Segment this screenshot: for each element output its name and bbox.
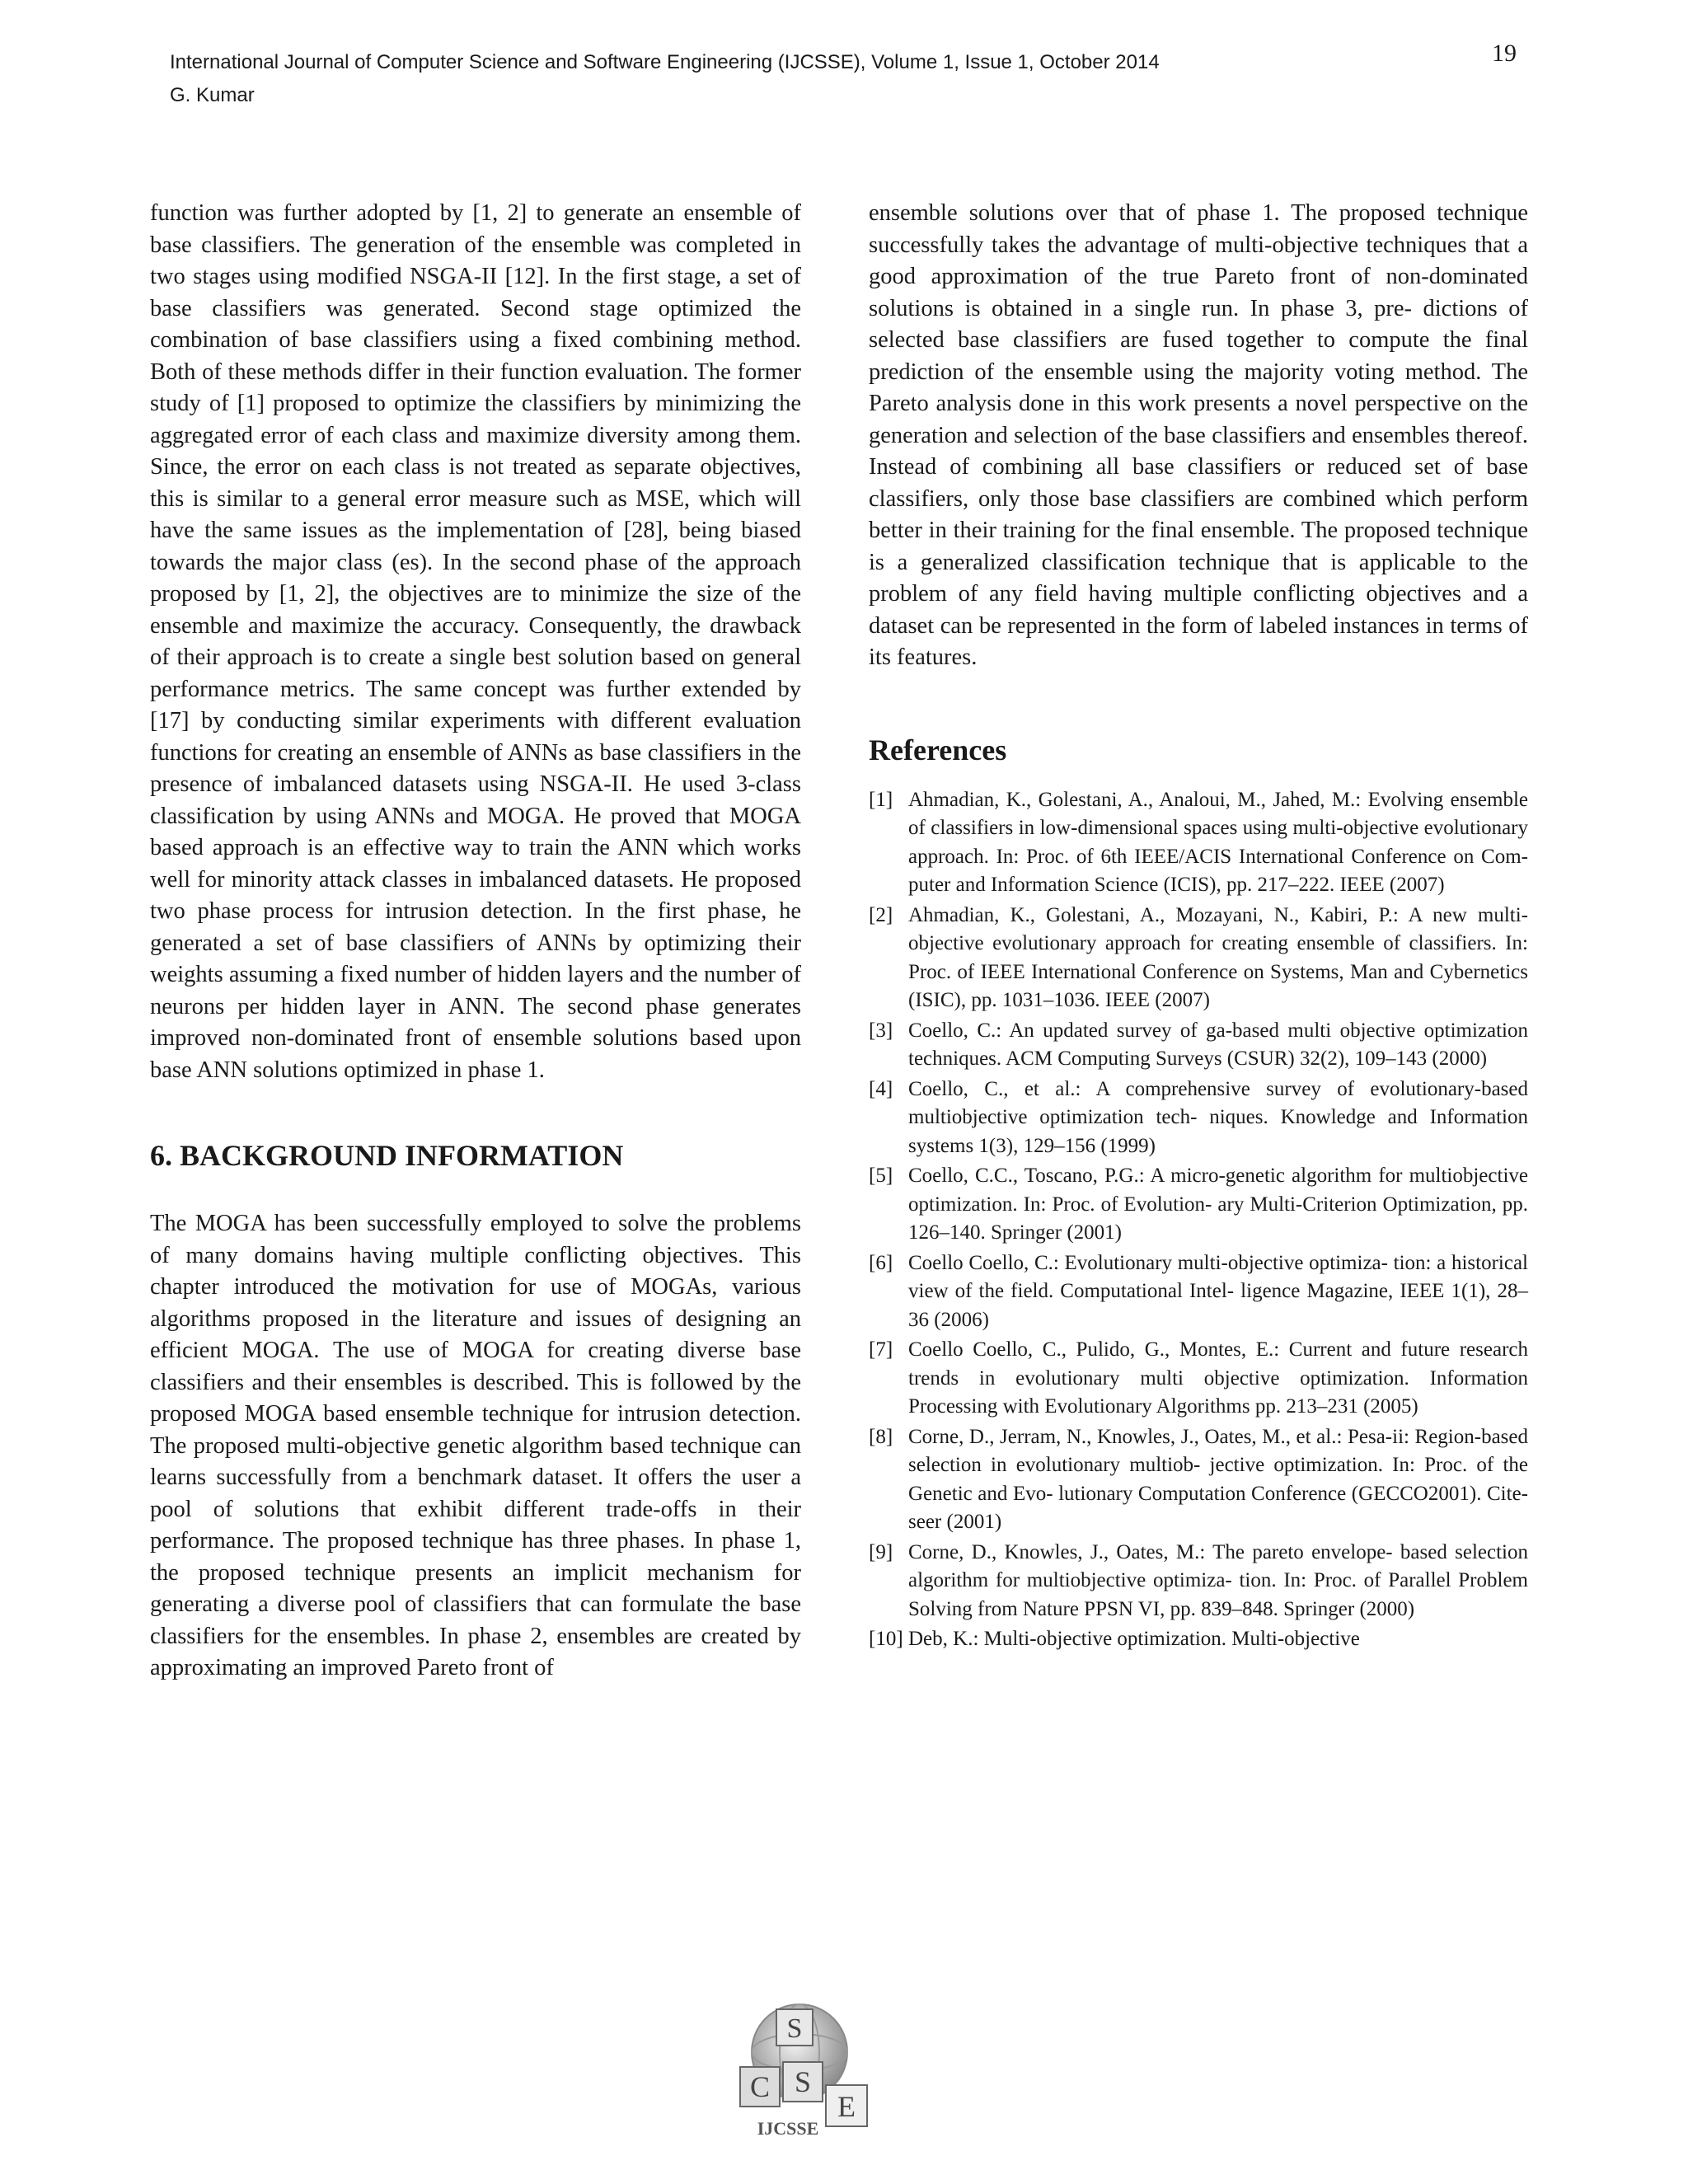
reference-item [869,1076,1528,1161]
reference-text: Corne, D., Jerram, N., Knowles, J., Oates, M., et al.: Pesa-ii: Region-based selection in evolutionary multiob- jective optimization. In: Proc. of the Genetic and Evo- lutionary Computation Conference (GECCO2001). Cite- seer (2001) [908,1425,1528,1533]
logo-letter: C [749,2070,771,2103]
reference-text: Corne, D., Knowles, J., Oates, M.: The pareto envelope- based selection algorithm for multiobjective optimiza- tion. In: Proc. of Parallel Problem Solving from Nature PPSN VI, pp. 839–848. Springer (2000) [908,1540,1528,1620]
reference-list [869,786,1528,1654]
author-name: G. Kumar [170,84,255,106]
reference-item [869,786,1528,900]
reference-text: Coello, C.: An updated survey of ga-based multi objective optimization techniques. ACM Computing Surveys (CSUR) 32(2), 109–143 (2000) [908,1019,1528,1070]
logo-letter: E [837,2090,856,2123]
reference-item [869,1625,1528,1654]
reference-text: Coello Coello, C., Pulido, G., Montes, E.: Current and future research trends in evolutionary multi objective optimization. Information Processing with Evolutionary Algorithms pp. 213–231 (2005) [908,1338,1528,1418]
reference-item [869,1539,1528,1624]
left-paragraph-1: function was further adopted by [1, 2] to generate an ensemble of base classifiers. The generation of the ensemble was completed in two stages using modified NSGA-II [12]. In the first stage, a set of base classifiers was generated. Second stage optimized the combination of base classifiers using a fixed combining method. Both of these methods differ in their function evaluation. The former study of [1] proposed to optimize the classifiers by minimizing the aggregated error of each class and maximize diversity among them. Since, the error on each class is not treated as separate objectives, this is similar to a general error measure such as MSE, which will have the same issues as the implementation of [28], being biased towards the major class (es). In the second phase of the approach proposed by [1, 2], the objectives are to minimize the size of the ensemble and maximize the accuracy. Consequently, the drawback of their approach is to create a single best solution based on general performance metrics. The same concept was further extended by [17] by conducting similar experiments with different evaluation functions for creating an ensemble of ANNs as base classifiers in the presence of imbalanced datasets using NSGA-II. He used 3-class classification by using ANNs and MOGA. He proved that MOGA based approach is an effective way to train the ANN which works well for minority attack classes in imbalanced datasets. He proposed two phase process for intrusion detection. In the first phase, he generated a set of base classifiers of ANNs by optimizing their weights assuming a fixed number of hidden layers and the number of neurons per hidden layer in ANN. The second phase generates improved non-dominated front of ensemble solutions based upon base ANN solutions optimized in phase 1. [150,200,801,1083]
reference-number: [4] [869,1077,893,1100]
page-number: 19 [1492,40,1517,67]
reference-number: [1] [869,788,893,811]
reference-number: [3] [869,1019,893,1042]
logo-caption: IJCSSE [757,2118,819,2139]
reference-text: Deb, K.: Multi-objective optimization. Multi-objective [908,1628,1360,1650]
journal-citation: International Journal of Computer Science and Software Engineering (IJCSSE), Volume 1, Issue 1, October 2014 [170,51,1160,73]
right-paragraph-1: ensemble solutions over that of phase 1. The proposed technique successfully takes the advantage of multi-objective techniques that a good approximation of the true Pareto front of non-dominated solutions is obtained in a single run. In phase 3, pre- dictions of selected base classifiers are fused together to compute the final prediction of the ensemble using the majority voting method. The Pareto analysis done in this work presents a novel perspective on the generation and selection of the base classifiers and ensembles thereof. Instead of combining all base classifiers or reduced set of base classifiers, only those base classifiers are combined which perform better in their training for the final ensemble. The proposed technique is a generalized classification technique that is applicable to the problem of any field having multiple conflicting objectives and a dataset can be represented in the form of labeled instances in terms of its features. [869,200,1528,670]
ijcsse-logo-icon [734,1994,890,2151]
reference-number: [9] [869,1540,893,1563]
reference-item [869,1017,1528,1074]
reference-text: Ahmadian, K., Golestani, A., Analoui, M., Jahed, M.: Evolving ensemble of classifiers in low-dimensional spaces using multi-objective evolutionary approach. In: Proc. of 6th IEEE/ACIS International Conference on Com- puter and Information Science (ICIS), pp. 217–222. IEEE (2007) [908,788,1528,896]
reference-item [869,1423,1528,1537]
reference-number: [10] [869,1628,903,1650]
logo-letter: S [794,2065,812,2098]
reference-item [869,1336,1528,1422]
reference-number: [6] [869,1251,893,1274]
reference-text: Coello Coello, C.: Evolutionary multi-objective optimiza- tion: a historical view of the field. Computational Intel- ligence Magazine, IEEE 1(1), 28–36 (2006) [908,1251,1528,1331]
reference-text: Coello, C.C., Toscano, P.G.: A micro-genetic algorithm for multiobjective optimization. In: Proc. of Evolution- ary Multi-Criterion Optimization, pp. 126–140. Springer (2001) [908,1165,1528,1244]
reference-text: Coello, C., et al.: A comprehensive survey of evolutionary-based multiobjective optimization tech- niques. Knowledge and Information systems 1(3), 129–156 (1999) [908,1077,1528,1157]
reference-number: [5] [869,1165,893,1187]
reference-item [869,1162,1528,1248]
reference-number: [2] [869,903,893,926]
reference-number: [7] [869,1338,893,1361]
right-column [869,198,1528,1656]
reference-item [869,1249,1528,1335]
reference-number: [8] [869,1425,893,1448]
section-heading: 6. BACKGROUND INFORMATION [150,1139,624,1172]
references-heading: References [869,733,1007,766]
running-header [170,46,1160,112]
logo-graphic [734,1994,890,2151]
left-paragraph-2: The MOGA has been successfully employed to solve the problems of many domains having multiple conflicting objectives. This chapter introduced the motivation for use of MOGAs, various algorithms proposed in the literature and issues of designing an efficient MOGA. The use of MOGA for creating diverse base classifiers and their ensembles is described. This is followed by the proposed MOGA based ensemble technique for intrusion detection. The proposed multi-objective genetic algorithm based technique can learns successfully from a benchmark dataset. It offers the user a pool of solutions that exhibit different trade-offs in their performance. The proposed technique has three phases. In phase 1, the proposed technique presents an implicit mechanism for generating a diverse pool of classifiers that can formulate the base classifiers for the ensembles. In phase 2, ensembles are created by approximating an improved Pareto front of [150,1211,801,1680]
logo-letter: S [786,2013,803,2044]
reference-text: Ahmadian, K., Golestani, A., Mozayani, N., Kabiri, P.: A new multi-objective evolutionary approach for creating ensemble of classifiers. In: Proc. of IEEE International Conference on Systems, Man and Cybernetics (ISIC), pp. 1031–1036. IEEE (2007) [908,903,1528,1011]
left-column [150,198,801,1685]
reference-item [869,902,1528,1015]
